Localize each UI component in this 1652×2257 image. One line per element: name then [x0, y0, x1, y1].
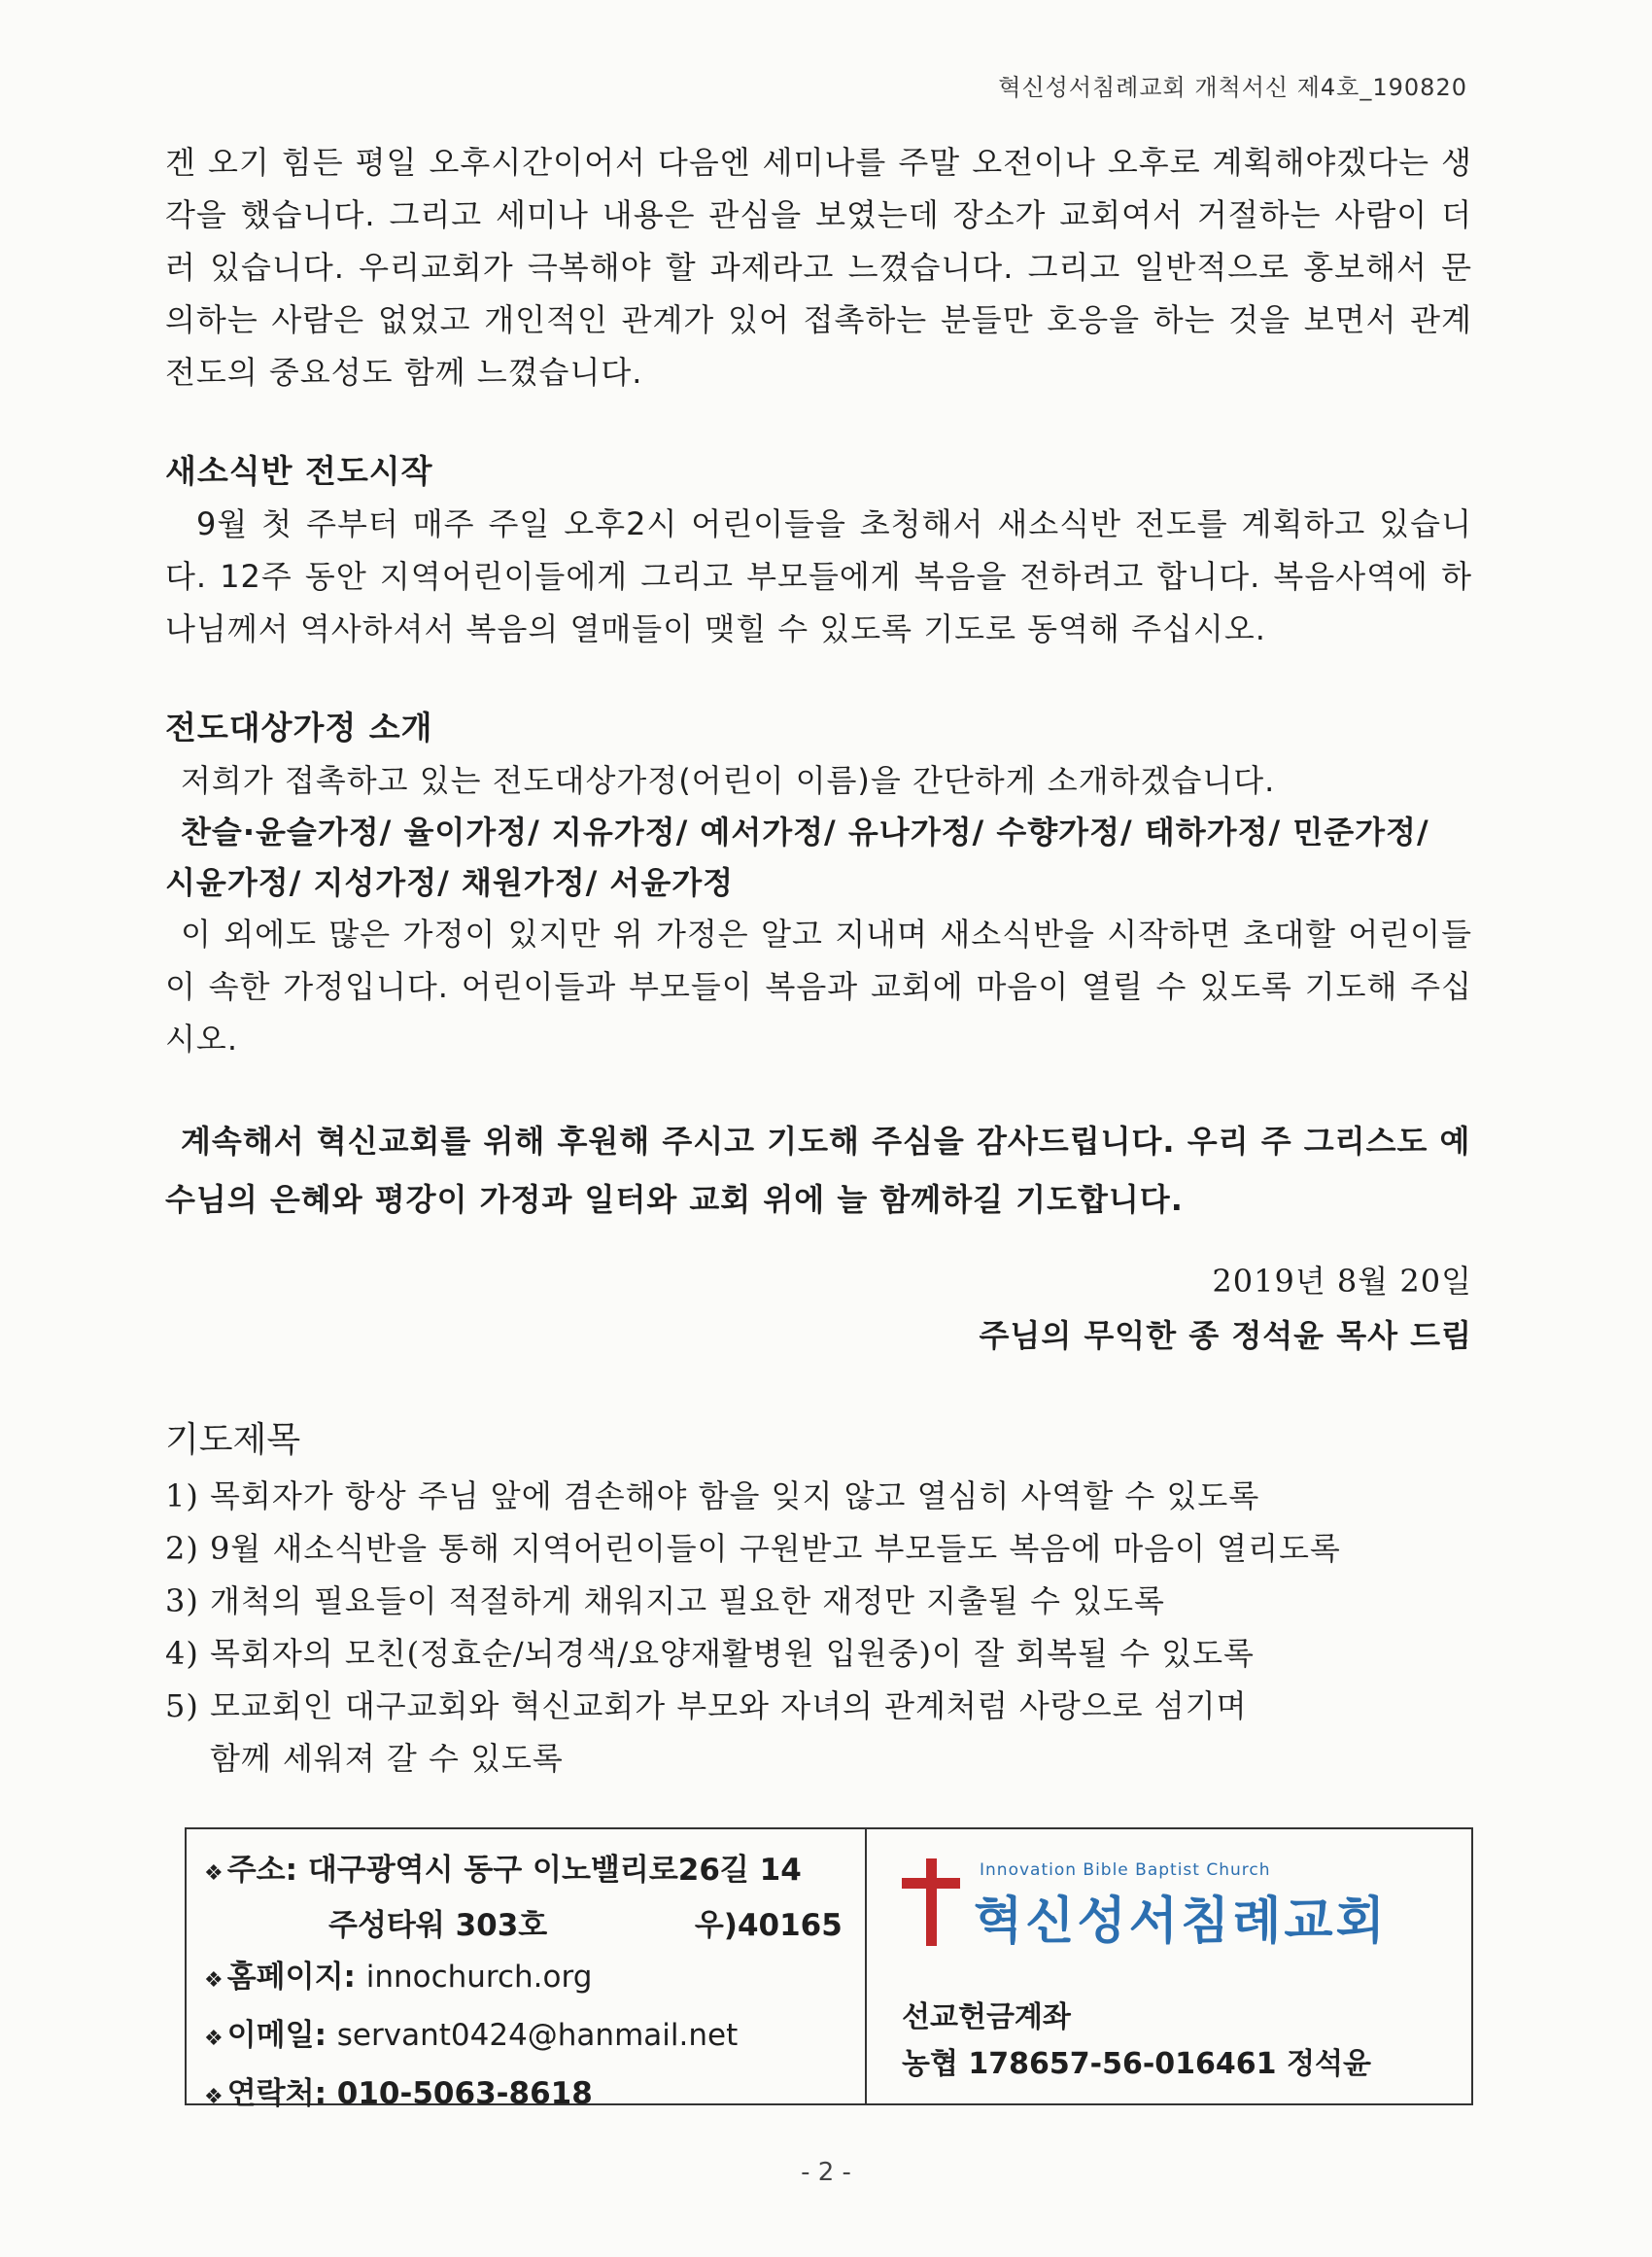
- newsletter-header: 혁신성서침례교회 개척서신 제4호_190820: [998, 74, 1467, 101]
- address-line-1: 대구광역시 동구 이노밸리로26길 14: [307, 1853, 802, 1888]
- prayer-item: 1) 목회자가 항상 주님 앞에 겸손해야 함을 잊지 않고 열심히 사역할 수 있도록: [165, 1477, 1260, 1514]
- target-families-intro: 저희가 접촉하고 있는 전도대상가정(어린이 이름)을 간단하게 소개하겠습니다.: [181, 762, 1276, 799]
- family-list-line-2: 시윤가정/ 지성가정/ 채원가정/ 서윤가정: [165, 864, 735, 901]
- phone-number: 010-5063-8618: [336, 2076, 593, 2111]
- letter-date: 2019년 8월 20일: [1212, 1263, 1472, 1300]
- church-info-box: [185, 1827, 1473, 2111]
- email-row: ❖ 이메일: servant0424@hanmail.net: [204, 2018, 739, 2053]
- section-title-new-news-class: 새소식반 전도시작: [165, 452, 433, 490]
- zip-code: 우)40165: [694, 1908, 843, 1943]
- closing-blessing: 계속해서 혁신교회를 위해 후원해 주시고 기도해 주심을 감사드립니다. 우리 주 그리스도 예수님의 은혜와 평강이 가정과 일터와 교회 위에 늘 함께하길 기도합니다.: [165, 1123, 1471, 1218]
- page-number: - 2 -: [801, 2158, 851, 2187]
- church-logo-block: [867, 1829, 1471, 2103]
- prayer-item: 2) 9월 새소식반을 통해 지역어린이들이 구원받고 부모들도 복음에 마음이 열리도록: [165, 1530, 1341, 1567]
- section-body-new-news-class: 9월 첫 주부터 매주 주일 오후2시 어린이들을 초청해서 새소식반 전도를 계획하고 있습니다. 12주 동안 지역어린이들에게 그리고 부모들에게 복음을 전하려고 합니다. 복음사역에 하나님께서 역사하셔서 복음의 열매들이 맺힐 수 있도록 기도로 동역해 주십시오.: [165, 505, 1472, 647]
- contact-info: [187, 1829, 867, 2111]
- mission-offering-account: [902, 1995, 1371, 2088]
- bank-title: 선교헌금계좌: [902, 2000, 1071, 2034]
- prayer-title: 기도제목: [165, 1420, 301, 1460]
- prayer-item: 5) 모교회인 대구교회와 혁신교회가 부모와 자녀의 관계처럼 사랑으로 섬기며: [165, 1687, 1248, 1724]
- target-families-body: 이 외에도 많은 가정이 있지만 위 가정은 알고 지내며 새소식반을 시작하면 초대할 어린이들이 속한 가정입니다. 어린이들과 부모들이 복음과 교회에 마음이 열릴 수 있도록 기도해 주십시오.: [165, 916, 1472, 1058]
- letter-body: [165, 136, 1472, 1785]
- homepage-row: ❖ 홈페이지: innochurch.org: [204, 1960, 593, 1995]
- homepage-link[interactable]: innochurch.org: [365, 1960, 593, 1995]
- letter-signer: 주님의 무익한 종 정석윤 목사 드림: [979, 1317, 1472, 1354]
- church-name-english: Innovation Bible Baptist Church: [980, 1860, 1271, 1880]
- diamond-bullet-icon: ❖: [204, 2027, 224, 2051]
- diamond-bullet-icon: ❖: [204, 2085, 224, 2109]
- prayer-item: 3) 개척의 필요들이 적절하게 채워지고 필요한 재정만 지출될 수 있도록: [165, 1582, 1165, 1619]
- church-name-korean: 혁신성서침례교회: [974, 1892, 1388, 1951]
- prayer-list: [165, 1470, 1472, 1785]
- cross-icon: [902, 1858, 960, 1946]
- email-link[interactable]: servant0424@hanmail.net: [336, 2018, 739, 2053]
- address-line-2: 주성타워 303호: [328, 1908, 548, 1943]
- prayer-item: 4) 목회자의 모친(정효순/뇌경색/요양재활병원 입원중)이 잘 회복될 수 있도록: [165, 1635, 1255, 1672]
- family-list-line-1: 찬슬·윤슬가정/ 율이가정/ 지유가정/ 예서가정/ 유나가정/ 수향가정/ 태하가정/ 민준가정/: [181, 814, 1429, 851]
- address-row-2: [204, 1901, 865, 1950]
- diamond-bullet-icon: ❖: [204, 1968, 224, 1993]
- bank-account: 농협 178657-56-016461 정석윤: [902, 2047, 1371, 2081]
- intro-paragraph: 겐 오기 힘든 평일 오후시간이어서 다음엔 세미나를 주말 오전이나 오후로 계획해야겠다는 생각을 했습니다. 그리고 세미나 내용은 관심을 보였는데 장소가 교회여서 거절하는 사람이 더러 있습니다. 우리교회가 극복해야 할 과제라고 느꼈습니다. 그리고 일반적으로 홍보해서 문의하는 사람은 없었고 개인적인 관계가 있어 접촉하는 분들만 호응을 하는 것을 보면서 관계전도의 중요성도 함께 느꼈습니다.: [165, 144, 1472, 391]
- address-row: ❖ 주소: 대구광역시 동구 이노밸리로26길 14: [204, 1853, 802, 1888]
- diamond-bullet-icon: ❖: [204, 1861, 224, 1886]
- contact-row: ❖ 연락처: 010-5063-8618: [204, 2076, 593, 2111]
- section-title-target-families: 전도대상가정 소개: [165, 709, 433, 747]
- prayer-item-continuation: 함께 세워져 갈 수 있도록: [210, 1740, 564, 1777]
